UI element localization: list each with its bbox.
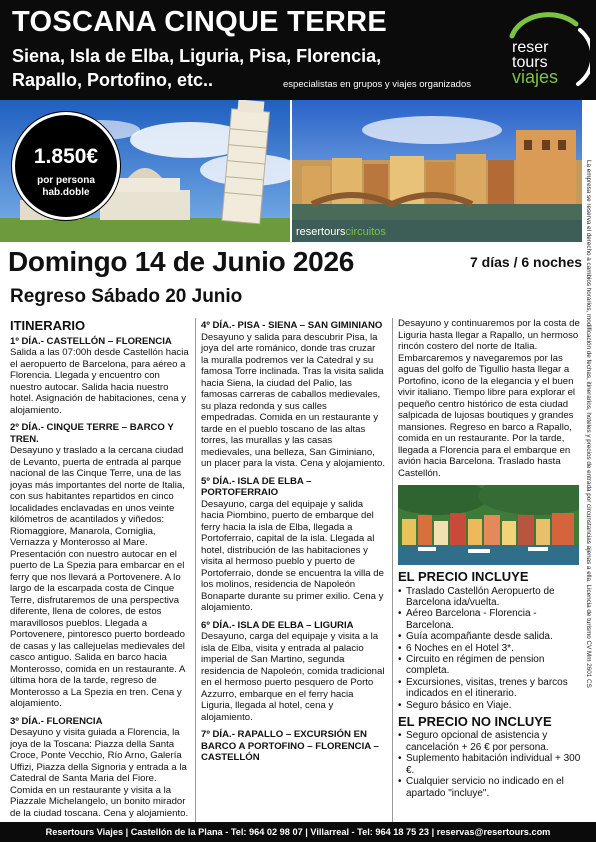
includes-item: • Aéreo Barcelona - Florencia - Barcelona. xyxy=(398,608,581,631)
trip-duration: 7 días / 6 noches xyxy=(470,254,583,270)
price-amount: 1.850€ xyxy=(33,145,99,168)
day-2-title: 2º DÍA.- CINQUE TERRE – BARCO Y TREN. xyxy=(10,422,174,445)
photo-brand-text: resertours xyxy=(296,226,346,238)
day-1 xyxy=(10,336,192,417)
portofino-photo xyxy=(398,485,579,565)
column-divider xyxy=(392,318,393,823)
includes-item: • 6 Noches en el Hotel 3*. xyxy=(398,643,581,654)
includes-heading: EL PRECIO INCLUYE xyxy=(398,569,529,584)
day-6-text: Desayuno, carga del equipaje y visita a la isla de Elba, visita y entrada al palacio imperial de San Martino, segunda residencia de Napoleón, comida tradicional en el hermoso puerto pesquero de Porto Azzurro, embarque en el ferry hacia Liguria, llegada al hotel, cena y alojamiento. xyxy=(201,631,385,723)
day-4 xyxy=(201,320,385,470)
destinations-line-2: Rapallo, Portofino, etc.. xyxy=(12,70,214,90)
column-divider xyxy=(195,318,196,823)
price-label-room: hab.doble xyxy=(42,187,90,198)
day-6-title: 6º DÍA.- ISLA DE ELBA – LIGURIA xyxy=(201,619,354,631)
includes-item: • Guía acompañante desde salida. xyxy=(398,631,581,642)
departure-date: Domingo 14 de Junio 2026 xyxy=(8,246,354,277)
florence-photo xyxy=(292,100,582,242)
includes-item: • Circuito en régimen de pension completa. xyxy=(398,654,581,677)
day-7-title: 7º DÍA.- RAPALLO – EXCURSIÓN EN BARCO A PORTOFINO – FLORENCIA – CASTELLÓN xyxy=(201,729,379,763)
day-2-text: Desayuno y traslado a la cercana ciudad de Levanto, puerta de entrada al parque nacional de las Cinque Terre, una de las joyas más importantes del norte de Italia, con sus habitantes repartidos en cinco localidades enclavadas en unos veinte kilómetros de acantilados y viñedos: Riomaggiore, Manarola, Corniglia, Vernazza y Monterosso al Mare. Presentación con nuestro autocar en el puerto de La Spezia para embarcar en el ferry que nos llevará a Portovenere. A lo largo de la escarpada costa de Cinque Terre, disfrutaremos de una perspectiva diferente, llena de colores, de estos maravillosos pueblos. Llegada a Portovenere, pintoresco puerto bordeado de casas y las callejuelas medievales del casco antiguo. Salida en barco hacia Monterosso, comida en un restaurante. A última hora de la tarde, regreso de Monterosso a La Spezia en tren. Cena y alojamiento. xyxy=(10,445,185,709)
excludes-item: • Cualquier servicio no indicado en el apartado "incluye". xyxy=(398,776,581,799)
itinerary-column-3 xyxy=(398,318,581,799)
day-3 xyxy=(10,716,192,820)
resertours-logo xyxy=(504,10,590,92)
itinerary-column-2 xyxy=(201,320,385,770)
itinerary-heading: ITINERARIO xyxy=(10,318,86,333)
includes-item: • Excursiones, visitas, trenes y barcos indicados en el itinerario. xyxy=(398,677,581,700)
excludes-item: • Seguro opcional de asistencia y cancelación + 26 € por persona. xyxy=(398,730,581,753)
day-4-text: Desayuno y salida para descubrir Pisa, la joya del arte románico, donde tras cruzar la muralla podremos ver la Catedral y su famosa Torre inclinada. Tras la visita salida hacia Siena, la ciudad del Palio, las famosas carreras de caballos medievales, su plaza redonda y sus calles empedradas. Comida en un restaurante y tarde en el pueblo toscano de las altas torres, las murallas y las casas medievales, una belleza, San Giminiano, un placer para la vista. Cena y alojamiento. xyxy=(201,331,385,469)
day-1-title: 1º DÍA.- CASTELLÓN – FLORENCIA xyxy=(10,335,172,347)
price-label-person: por persona xyxy=(37,175,95,186)
includes-item: • Seguro básico en Viaje. xyxy=(398,700,581,711)
photo-brand-accent: circuitos xyxy=(345,226,386,238)
day-3-text: Desayuno y visita guiada a Florencia, la joya de la Toscana: Piazza della Santa Croce, Ponte Vecchio, Río Arno, Galería Uffizi, Piazza della Signoria y entrada a la Catedral de Santa Maria del Fiore. Comida en un restaurante y visita a la Piazzale Michelangelo, un bonito mirador de la ciudad toscana. Cena y alojamiento. xyxy=(10,727,189,819)
includes-list xyxy=(398,586,581,711)
day-2 xyxy=(10,422,192,710)
logo-text-tours: tours xyxy=(512,54,548,71)
day-5-text: Desayuno, carga del equipaje y salida hacia Piombino, puerto de embarque del ferry hacia la isla de Elba, llegada a Portoferraio, capital de la isla. Llegada al hotel, distribución de las habitaciones y visita al hermoso pueblo y puerto de Portoferraio, donde se encuentra la villa de los molinos, residencia de Napoleón Bonaparte durante su primer exilio. Cena y alojamiento. xyxy=(201,498,384,613)
logo-text-viajes: viajes xyxy=(512,67,559,87)
day-6 xyxy=(201,620,385,724)
day-1-text: Salida a las 07:00h desde Castellón hacia el aeropuerto de Barcelona, para aéreo a Florencia. Llegada y encuentro con nuestro autocar. Salida hacia nuestro hotel. Asignación de habitaciones, cena y alojamiento. xyxy=(10,347,189,416)
day-7 xyxy=(201,729,385,764)
excludes-item: • Suplemento habitación individual + 300 €. xyxy=(398,753,581,776)
price-badge xyxy=(12,112,120,220)
day-3-title: 3º DÍA.- FLORENCIA xyxy=(10,715,103,727)
excludes-list xyxy=(398,730,581,798)
day-4-title: 4º DÍA.- PISA - SIENA – SAN GIMINIANO xyxy=(201,320,383,331)
day-7-continued xyxy=(398,318,581,479)
photo-brand-watermark xyxy=(296,226,386,238)
excludes-heading: EL PRECIO NO INCLUYE xyxy=(398,713,552,729)
includes-item: • Traslado Castellón Aeropuerto de Barcelona ida/vuelta. xyxy=(398,586,581,609)
destinations-line-1: Siena, Isla de Elba, Liguria, Pisa, Florencia, xyxy=(12,46,382,66)
legal-side-note xyxy=(583,160,595,740)
day-5 xyxy=(201,476,385,614)
page-title: TOSCANA CINQUE TERRE xyxy=(12,6,387,38)
itinerary-column-1 xyxy=(10,320,192,825)
contact-footer: Resertours Viajes | Castellón de la Plana - Tel: 964 02 98 07 | Villarreal - Tel: 964 18 75 23 | reservas@resertours.com xyxy=(0,822,596,842)
day-7-text: Desayuno y continuaremos por la costa de Liguria hasta llegar a Rapallo, un hermoso rincón costero del norte de Italia. Embarcaremos y navegaremos por las aguas del golfo de Tigullio hasta llegar a Portofino, icono de la elegancia y el buen vivir italiano. Tiempo libre para explorar el pequeño centro histórico de esta ciudad salpicada de lujosas boutiques y grandes mansiones. Regreso en barco a Rapallo, comida en un restaurante. Por la tarde, llegada a Florencia para el embarque en avión hacia Barcelona. Traslado hasta Castellón. xyxy=(398,318,580,479)
logo-text-reser: reser xyxy=(512,39,549,56)
tagline: especialistas en grupos y viajes organizados xyxy=(283,79,471,90)
return-date: Regreso Sábado 20 Junio xyxy=(10,286,243,307)
legal-side-note-text: La empresa se reserva el derecho a cambios horarios, modificación de fechas, itinerarios, hoteles y precios de entrada por circunstancias ajenas a ella. Licencia de turismo CV Mm 2601 CS xyxy=(585,160,592,688)
day-5-title: 5º DÍA.- ISLA DE ELBA – PORTOFERRAIO xyxy=(201,475,312,498)
header-banner xyxy=(0,0,596,100)
